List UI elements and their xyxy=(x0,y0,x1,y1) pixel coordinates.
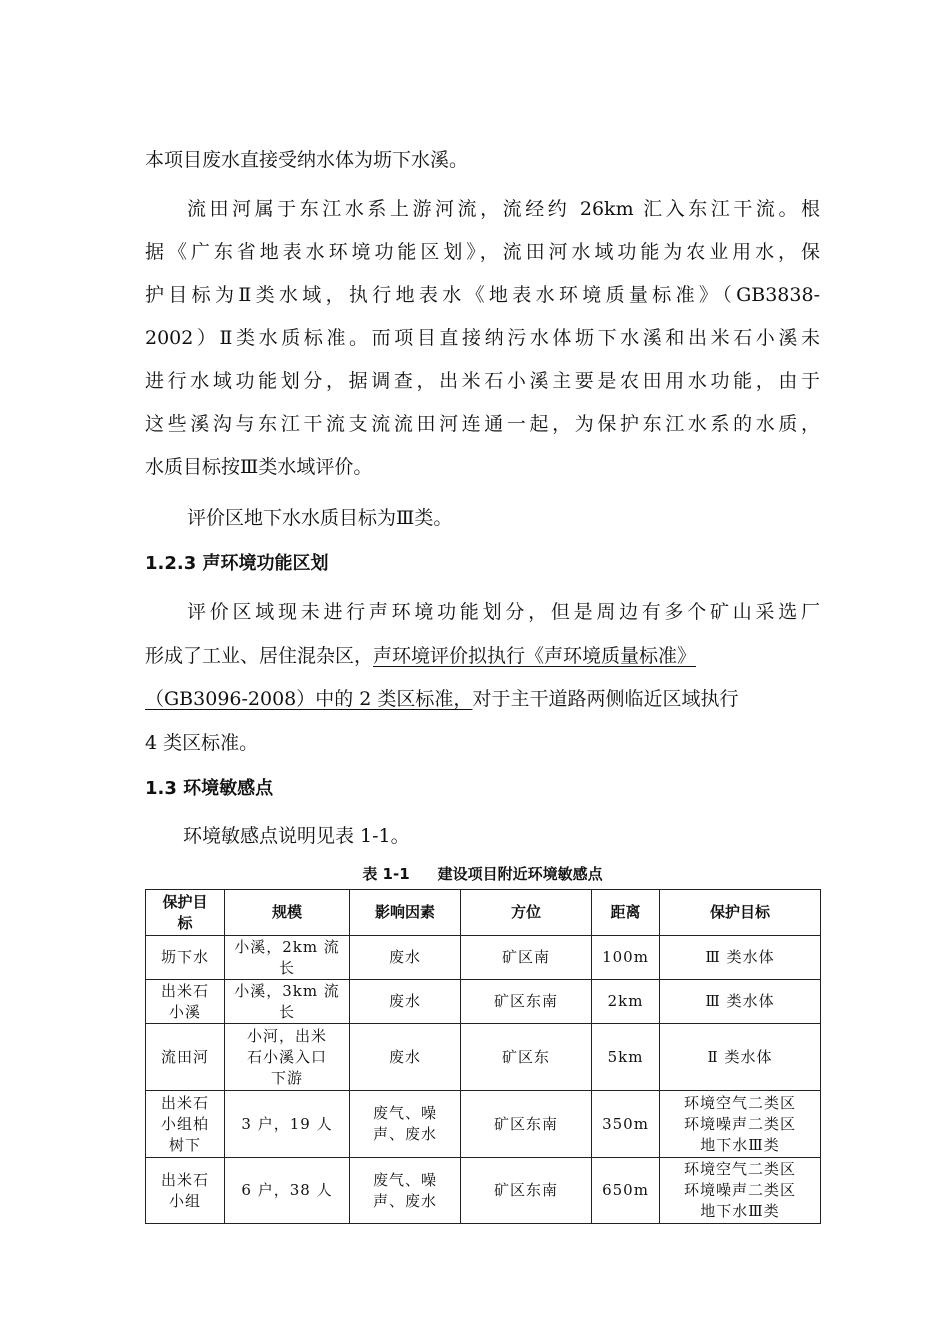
table-cell: 650m xyxy=(592,1158,660,1224)
paragraph-line: 据《广东省地表水环境功能区划》，流田河水域功能为农业用水，保 xyxy=(145,241,820,263)
table-header-cell: 方位 xyxy=(461,890,592,936)
paragraph-line: 评价区域现未进行声环境功能划分，但是周边有多个矿山采选厂 xyxy=(187,601,820,623)
paragraph-line: 这些溪沟与东江干流支流流田河连通一起，为保护东江水系的水质， xyxy=(145,413,820,435)
table-cell: 矿区东 xyxy=(461,1024,592,1091)
paragraph-line xyxy=(145,687,820,711)
table-row xyxy=(146,1091,821,1158)
underlined-text: 声环境评价拟执行《声环境质量标准》 xyxy=(373,645,697,667)
table-cell: 5km xyxy=(592,1024,660,1091)
table-cell: 小溪，2km 流 长 xyxy=(225,936,350,980)
table-caption-title: 建设项目附近环境敏感点 xyxy=(437,865,603,883)
table-cell: 100m xyxy=(592,936,660,980)
table-cell: 环境空气二类区 环境噪声二类区 地下水Ⅲ类 xyxy=(660,1158,821,1224)
table-header-cell: 距离 xyxy=(592,890,660,936)
table-caption xyxy=(145,864,820,884)
table-cell: 出米石 小溪 xyxy=(146,980,225,1024)
table-cell: Ⅲ 类水体 xyxy=(660,980,821,1024)
paragraph-line: 4 类区标准。 xyxy=(145,732,259,754)
table-cell: 矿区东南 xyxy=(461,1158,592,1224)
table-cell: 出米石 小组柏 树下 xyxy=(146,1091,225,1158)
table-cell: 流田河 xyxy=(146,1024,225,1091)
underlined-text: （GB3096-2008）中的 2 类区标准， xyxy=(145,688,473,710)
paragraph-line: 评价区地下水水质目标为Ⅲ类。 xyxy=(187,507,453,529)
table-cell: Ⅱ 类水体 xyxy=(660,1024,821,1091)
paragraph-line: 流田河属于东江水系上游河流，流经约 26km 汇入东江干流。根 xyxy=(187,198,820,220)
table-cell: 废水 xyxy=(350,936,461,980)
paragraph-line: 水质目标按Ⅲ类水域评价。 xyxy=(145,456,373,478)
table-cell: 3 户，19 人 xyxy=(225,1091,350,1158)
table-header-cell: 保护目标 xyxy=(660,890,821,936)
table-cell: 废水 xyxy=(350,1024,461,1091)
table-cell: 废水 xyxy=(350,980,461,1024)
table-row xyxy=(146,1158,821,1224)
table-cell: 废气、噪 声、废水 xyxy=(350,1091,461,1158)
table-cell: 废气、噪 声、废水 xyxy=(350,1158,461,1224)
section-heading: 1.3 环境敏感点 xyxy=(145,778,274,799)
paragraph-line: 护目标为Ⅱ类水域，执行地表水《地表水环境质量标准》（GB3838- xyxy=(145,284,820,306)
table-cell: 矿区东南 xyxy=(461,980,592,1024)
paragraph-line xyxy=(145,644,820,668)
table-cell: 6 户，38 人 xyxy=(225,1158,350,1224)
table-caption-number: 表 1-1 xyxy=(362,865,410,883)
paragraph-line: 进行水域功能划分，据调查，出米石小溪主要是农田用水功能，由于 xyxy=(145,370,820,392)
paragraph-line: 2002）Ⅱ类水质标准。而项目直接纳污水体坜下水溪和出米石小溪未 xyxy=(145,327,820,349)
table-header-cell: 影响因素 xyxy=(350,890,461,936)
table-cell: 出米石 小组 xyxy=(146,1158,225,1224)
table-cell: 矿区南 xyxy=(461,936,592,980)
table-cell: 坜下水 xyxy=(146,936,225,980)
table-row xyxy=(146,980,821,1024)
text-run: 对于主干道路两侧临近区域执行 xyxy=(472,688,739,710)
table-header-cell: 保护目 标 xyxy=(146,890,225,936)
table-row xyxy=(146,1024,821,1091)
table-header-row xyxy=(146,890,821,936)
table-cell: 2km xyxy=(592,980,660,1024)
sensitive-points-table xyxy=(145,889,821,1224)
text-run: 形成了工业、居住混杂区， xyxy=(145,645,374,667)
table-cell: Ⅲ 类水体 xyxy=(660,936,821,980)
table-cell: 小溪，3km 流 长 xyxy=(225,980,350,1024)
table-cell: 矿区东南 xyxy=(461,1091,592,1158)
table-cell: 环境空气二类区 环境噪声二类区 地下水Ⅲ类 xyxy=(660,1091,821,1158)
section-heading: 1.2.3 声环境功能区划 xyxy=(145,553,329,574)
table-cell: 小河，出米 石小溪入口 下游 xyxy=(225,1024,350,1091)
paragraph-line: 环境敏感点说明见表 1-1。 xyxy=(183,825,410,847)
paragraph-line: 本项目废水直接受纳水体为坜下水溪。 xyxy=(145,149,469,171)
table-row xyxy=(146,936,821,980)
table-header-cell: 规模 xyxy=(225,890,350,936)
table-cell: 350m xyxy=(592,1091,660,1158)
